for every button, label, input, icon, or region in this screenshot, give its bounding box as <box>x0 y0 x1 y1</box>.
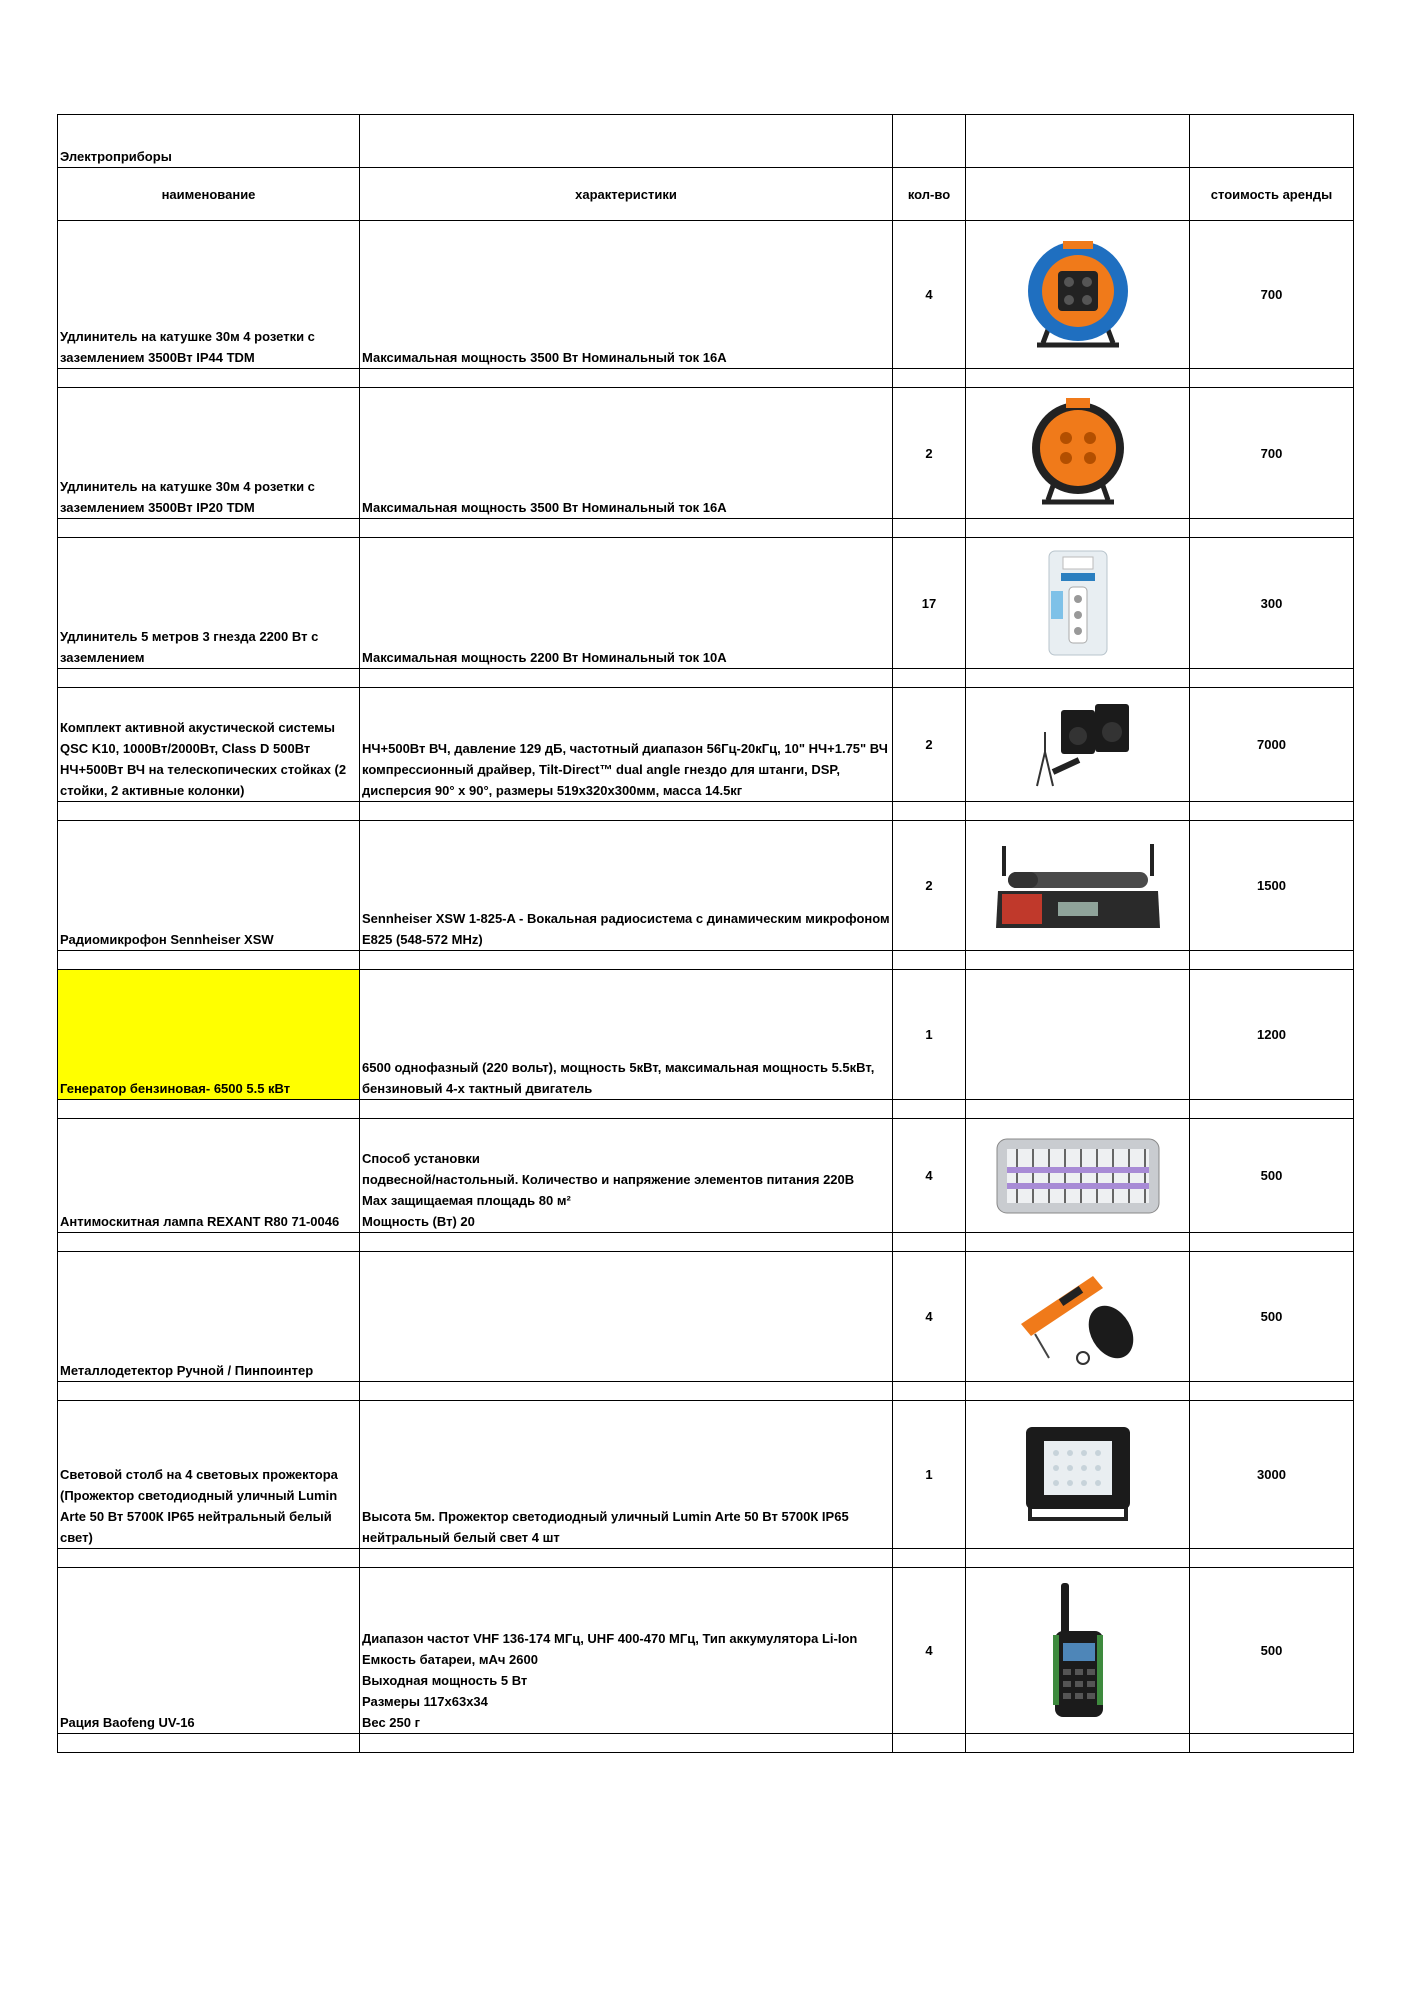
item-price: 300 <box>1190 538 1354 669</box>
item-image <box>966 1119 1190 1233</box>
spacer-row <box>58 1382 1354 1401</box>
item-specs: Максимальная мощность 2200 Вт Номинальный ток 10А <box>360 538 893 669</box>
item-image <box>966 221 1190 369</box>
orange-cable-reel-icon <box>1028 396 1128 510</box>
item-image <box>966 538 1190 669</box>
item-name: Удлинитель на катушке 30м 4 розетки с заземлением 3500Вт IP20 TDM <box>58 388 360 519</box>
item-specs <box>360 1252 893 1382</box>
item-qty: 2 <box>893 688 966 802</box>
item-specs: 6500 однофазный (220 вольт), мощность 5кВт, максимальная мощность 5.5кВт, бензиновый 4-х тактный двигатель <box>360 970 893 1100</box>
item-specs: Способ установки подвесной/настольный. Количество и напряжение элементов питания 220В Max защищаемая площадь 80 м² Мощность (Вт) 20 <box>360 1119 893 1233</box>
item-name: Комплект активной акустической системы QSC K10, 1000Вт/2000Вт, Class D 500Вт НЧ+500Вт ВЧ на телескопических стойках (2 стойки, 2 активные колонки) <box>58 688 360 802</box>
header-specs: характеристики <box>360 168 893 221</box>
item-name: Антимоскитная лампа REXANT R80 71-0046 <box>58 1119 360 1233</box>
led-floodlight-icon <box>1020 1423 1136 1527</box>
item-image <box>966 1252 1190 1382</box>
spacer-row <box>58 802 1354 821</box>
spacer-row <box>58 951 1354 970</box>
item-name: Радиомикрофон Sennheiser XSW <box>58 821 360 951</box>
item-qty: 2 <box>893 821 966 951</box>
item-price: 1500 <box>1190 821 1354 951</box>
item-image <box>966 1568 1190 1734</box>
rental-price-table <box>57 114 1354 1753</box>
item-price: 500 <box>1190 1568 1354 1734</box>
item-qty: 4 <box>893 1568 966 1734</box>
blue-cable-reel-icon <box>1023 233 1133 357</box>
item-name: Генератор бензиновая- 6500 5.5 кВт <box>58 970 360 1100</box>
item-price: 700 <box>1190 221 1354 369</box>
item-qty: 2 <box>893 388 966 519</box>
item-specs: Высота 5м. Прожектор светодиодный уличный Lumin Arte 50 Вт 5700К IP65 нейтральный белый свет 4 шт <box>360 1401 893 1549</box>
table-row <box>58 688 1354 802</box>
header-name: наименование <box>58 168 360 221</box>
item-name: Удлинитель на катушке 30м 4 розетки с заземлением 3500Вт IP44 TDM <box>58 221 360 369</box>
spacer-row <box>58 1233 1354 1252</box>
item-specs: Диапазон частот VHF 136-174 МГц, UHF 400-470 МГц, Тип аккумулятора Li-Ion Емкость батареи, мАч 2600 Выходная мощность 5 Вт Размеры 117х63х34 Вес 250 г <box>360 1568 893 1734</box>
header-row <box>58 168 1354 221</box>
item-name: Рация Baofeng UV-16 <box>58 1568 360 1734</box>
table-row <box>58 1401 1354 1549</box>
spacer-row <box>58 1734 1354 1753</box>
table-row <box>58 388 1354 519</box>
item-qty: 1 <box>893 970 966 1100</box>
mosquito-lamp-icon <box>993 1133 1163 1219</box>
item-qty: 4 <box>893 1252 966 1382</box>
spacer-row <box>58 1549 1354 1568</box>
spacer-row <box>58 1100 1354 1119</box>
wireless-microphone-icon <box>988 836 1168 936</box>
spacer-row <box>58 519 1354 538</box>
header-image <box>966 168 1190 221</box>
item-image <box>966 1401 1190 1549</box>
spacer-row <box>58 369 1354 388</box>
item-price: 500 <box>1190 1119 1354 1233</box>
item-qty: 1 <box>893 1401 966 1549</box>
spacer-row <box>58 669 1354 688</box>
table-row <box>58 538 1354 669</box>
section-title-row <box>58 115 1354 168</box>
pinpointer-icon <box>1013 1262 1143 1372</box>
item-price: 3000 <box>1190 1401 1354 1549</box>
table-row <box>58 1119 1354 1233</box>
header-price: стоимость аренды <box>1190 168 1354 221</box>
item-specs: Sennheiser XSW 1-825-A - Вокальная радиосистема с динамическим микрофоном E825 (548-572 MHz) <box>360 821 893 951</box>
item-name: Удлинитель 5 метров 3 гнезда 2200 Вт с заземлением <box>58 538 360 669</box>
item-price: 700 <box>1190 388 1354 519</box>
power-strip-package-icon <box>1043 547 1113 659</box>
table-row <box>58 221 1354 369</box>
item-price: 7000 <box>1190 688 1354 802</box>
item-qty: 4 <box>893 1119 966 1233</box>
item-name: Металлодетектор Ручной / Пинпоинтер <box>58 1252 360 1382</box>
item-specs: НЧ+500Вт ВЧ, давление 129 дБ, частотный диапазон 56Гц-20кГц, 10" НЧ+1.75" ВЧ компрессионный драйвер, Tilt-Direct™ dual angle гнездо для штанги, DSP, дисперсия 90° x 90°, размеры 519х320х300мм, масса 14.5кг <box>360 688 893 802</box>
item-image <box>966 970 1190 1100</box>
item-image <box>966 688 1190 802</box>
item-qty: 17 <box>893 538 966 669</box>
section-title: Электроприборы <box>58 115 360 168</box>
table-row <box>58 970 1354 1100</box>
item-price: 1200 <box>1190 970 1354 1100</box>
walkie-talkie-icon <box>1043 1581 1113 1721</box>
item-image <box>966 388 1190 519</box>
table-row <box>58 1568 1354 1734</box>
item-specs: Максимальная мощность 3500 Вт Номинальный ток 16А <box>360 388 893 519</box>
item-qty: 4 <box>893 221 966 369</box>
speaker-set-icon <box>1023 702 1133 788</box>
header-qty: кол-во <box>893 168 966 221</box>
item-specs: Максимальная мощность 3500 Вт Номинальный ток 16А <box>360 221 893 369</box>
table-row <box>58 1252 1354 1382</box>
item-image <box>966 821 1190 951</box>
item-price: 500 <box>1190 1252 1354 1382</box>
item-name: Световой столб на 4 световых прожектора (Прожектор светодиодный уличный Lumin Arte 50 Вт 5700К IP65 нейтральный белый свет) <box>58 1401 360 1549</box>
table-row <box>58 821 1354 951</box>
